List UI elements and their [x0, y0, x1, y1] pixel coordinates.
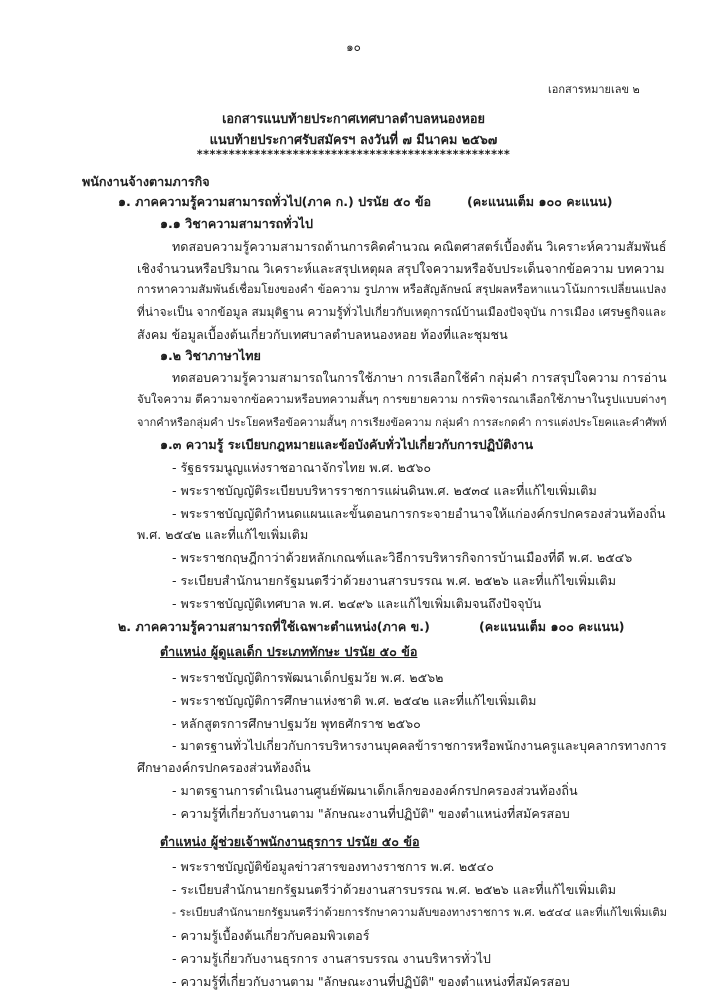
- list-item-continuation: พ.ศ. ๒๕๔๒ และที่แก้ไขเพิ่มเติม: [137, 527, 309, 542]
- document-reference: เอกสารหมายเลข ๒: [548, 83, 640, 96]
- header-divider-stars: *************************************************: [196, 148, 511, 161]
- header-title-2: แนบท้ายประกาศรับสมัครฯ ลงวันที่ ๗ มีนาคม ๒๕๖๗: [209, 132, 498, 147]
- paragraph-line: การหาความสัมพันธ์เชื่อมโยงของคำ ข้อความ รูปภาพ หรือสัญลักษณ์ สรุปผลหรือหาแนวโน้มการเปลี่ยนแปลง: [137, 282, 667, 296]
- list-item: - ความรู้ที่เกี่ยวกับงานตาม "ลักษณะงานที่ปฏิบัติ" ของตำแหน่งที่สมัครสอบ: [172, 806, 570, 821]
- section1-heading: ๑. ภาคความรู้ความสามารถทั่วไป(ภาค ก.) ปรนัย ๕๐ ข้อ: [118, 194, 432, 209]
- list-item: - รัฐธรรมนูญแห่งราชอาณาจักรไทย พ.ศ. ๒๕๖๐: [172, 460, 432, 475]
- list-item: - ระเบียบสำนักนายกรัฐมนตรีว่าด้วยงานสารบรรณ พ.ศ. ๒๕๒๖ และที่แก้ไขเพิ่มเติม: [172, 882, 617, 897]
- list-item: - พระราชบัญญัติข้อมูลข่าวสารของทางราชการ พ.ศ. ๒๕๔๐: [172, 859, 494, 874]
- paragraph-line: ทดสอบความรู้ความสามารถในการใช้ภาษา การเลือกใช้คำ กลุ่มคำ การสรุปใจความ การอ่าน: [172, 370, 667, 385]
- list-item: - พระราชบัญญัติเทศบาล พ.ศ. ๒๔๙๖ และแก้ไขเพิ่มเติมจนถึงปัจจุบัน: [172, 596, 542, 611]
- paragraph-line: จากคำหรือกลุ่มคำ ประโยคหรือข้อความสั้นๆ การเรียงข้อความ กลุ่มคำ การสะกดคำ การแต่งประโยคและคำศัพท์: [137, 416, 667, 429]
- list-item: - พระราชบัญญัติระเบียบบริหารราชการแผ่นดินพ.ศ. ๒๕๓๔ และที่แก้ไขเพิ่มเติม: [172, 483, 597, 498]
- list-item: - พระราชบัญญัติการพัฒนาเด็กปฐมวัย พ.ศ. ๒๕๖๒: [172, 670, 444, 685]
- list-item: - พระราชบัญญัติการศึกษาแห่งชาติ พ.ศ. ๒๕๔๒ และที่แก้ไขเพิ่มเติม: [172, 693, 537, 708]
- section2-heading: ๒. ภาคความรู้ความสามารถที่ใช้เฉพาะตำแหน่ง(ภาค ข.): [118, 619, 430, 634]
- list-item-continuation: ศึกษาองค์กรปกครองส่วนท้องถิ่น: [137, 760, 311, 775]
- section1-1-heading: ๑.๑ วิชาความสามารถทั่วไป: [160, 216, 313, 231]
- paragraph-line: จับใจความ ตีความจากข้อความหรือบทความสั้นๆ การขยายความ การพิจารณาเลือกใช้ภาษาในรูปแบบต่างๆ: [137, 392, 667, 406]
- list-item: - มาตรฐานการดำเนินงานศูนย์พัฒนาเด็กเล็กขององค์กรปกครองส่วนท้องถิ่น: [172, 783, 578, 798]
- paragraph-line: ทดสอบความรู้ความสามารถด้านการคิดคำนวณ คณิตศาสตร์เบื้องต้น วิเคราะห์ความสัมพันธ์: [172, 239, 667, 254]
- section1-3-heading: ๑.๓ ความรู้ ระเบียบกฎหมายและข้อบังคับทั่วไปเกี่ยวกับการปฏิบัติงาน: [160, 437, 534, 452]
- header-title-1: เอกสารแนบท้ายประกาศเทศบาลตำบลหนองหอย: [222, 111, 485, 126]
- section1-score: (คะแนนเต็ม ๑๐๐ คะแนน): [467, 194, 613, 209]
- section2-score: (คะแนนเต็ม ๑๐๐ คะแนน): [479, 619, 625, 634]
- page-number: ๑๐: [346, 40, 361, 54]
- position1-heading: ตำแหน่ง ผู้ดูแลเด็ก ประเภททักษะ ปรนัย ๕๐ ข้อ: [160, 644, 418, 659]
- paragraph-line: สังคม ข้อมูลเบื้องต้นเกี่ยวกับเทศบาลตำบลหนองหอย ท้องที่และชุมชน: [137, 327, 508, 342]
- list-item: - ความรู้เกี่ยวกับงานธุรการ งานสารบรรณ งานบริหารทั่วไป: [172, 951, 491, 966]
- position2-heading: ตำแหน่ง ผู้ช่วยเจ้าพนักงานธุรการ ปรนัย ๕๐ ข้อ: [160, 834, 420, 849]
- list-item: - พระราชบัญญัติกำหนดแผนและขั้นตอนการกระจายอำนาจให้แก่องค์กรปกครองส่วนท้องถิ่น: [172, 506, 666, 521]
- paragraph-line: ที่น่าจะเป็น จากข้อมูล สมมุติฐาน ความรู้ทั่วไปเกี่ยวกับเหตุการณ์บ้านเมืองปัจจุบัน การเมือง เศรษฐกิจและ: [137, 305, 667, 319]
- list-item: - ระเบียบสำนักนายกรัฐมนตรีว่าด้วยงานสารบรรณ พ.ศ. ๒๕๒๖ และที่แก้ไขเพิ่มเติม: [172, 573, 617, 588]
- list-item: - ความรู้ที่เกี่ยวกับงานตาม "ลักษณะงานที่ปฏิบัติ" ของตำแหน่งที่สมัครสอบ: [172, 974, 570, 989]
- list-item: - ความรู้เบื้องต้นเกี่ยวกับคอมพิวเตอร์: [172, 928, 370, 943]
- list-item: - พระราชกฤษฎีกาว่าด้วยหลักเกณฑ์และวิธีการบริหารกิจการบ้านเมืองที่ดี พ.ศ. ๒๕๔๖: [172, 550, 633, 565]
- list-item: - หลักสูตรการศึกษาปฐมวัย พุทธศักราช ๒๕๖๐: [172, 716, 421, 731]
- list-item: - มาตรฐานทั่วไปเกี่ยวกับการบริหารงานบุคคลข้าราชการหรือพนักงานครูและบุคลากรทางการ: [172, 738, 667, 753]
- employee-type: พนักงานจ้างตามภารกิจ: [82, 174, 210, 189]
- list-item: - ระเบียบสำนักนายกรัฐมนตรีว่าด้วยการรักษาความลับของทางราชการ พ.ศ. ๒๕๔๔ และที่แก้ไขเพิ่มเติม: [172, 906, 668, 919]
- paragraph-line: เชิงจำนวนหรือปริมาณ วิเคราะห์และสรุปเหตุผล สรุปใจความหรือจับประเด็นจากข้อความ บทความ: [137, 261, 665, 276]
- section1-2-heading: ๑.๒ วิชาภาษาไทย: [160, 348, 261, 363]
